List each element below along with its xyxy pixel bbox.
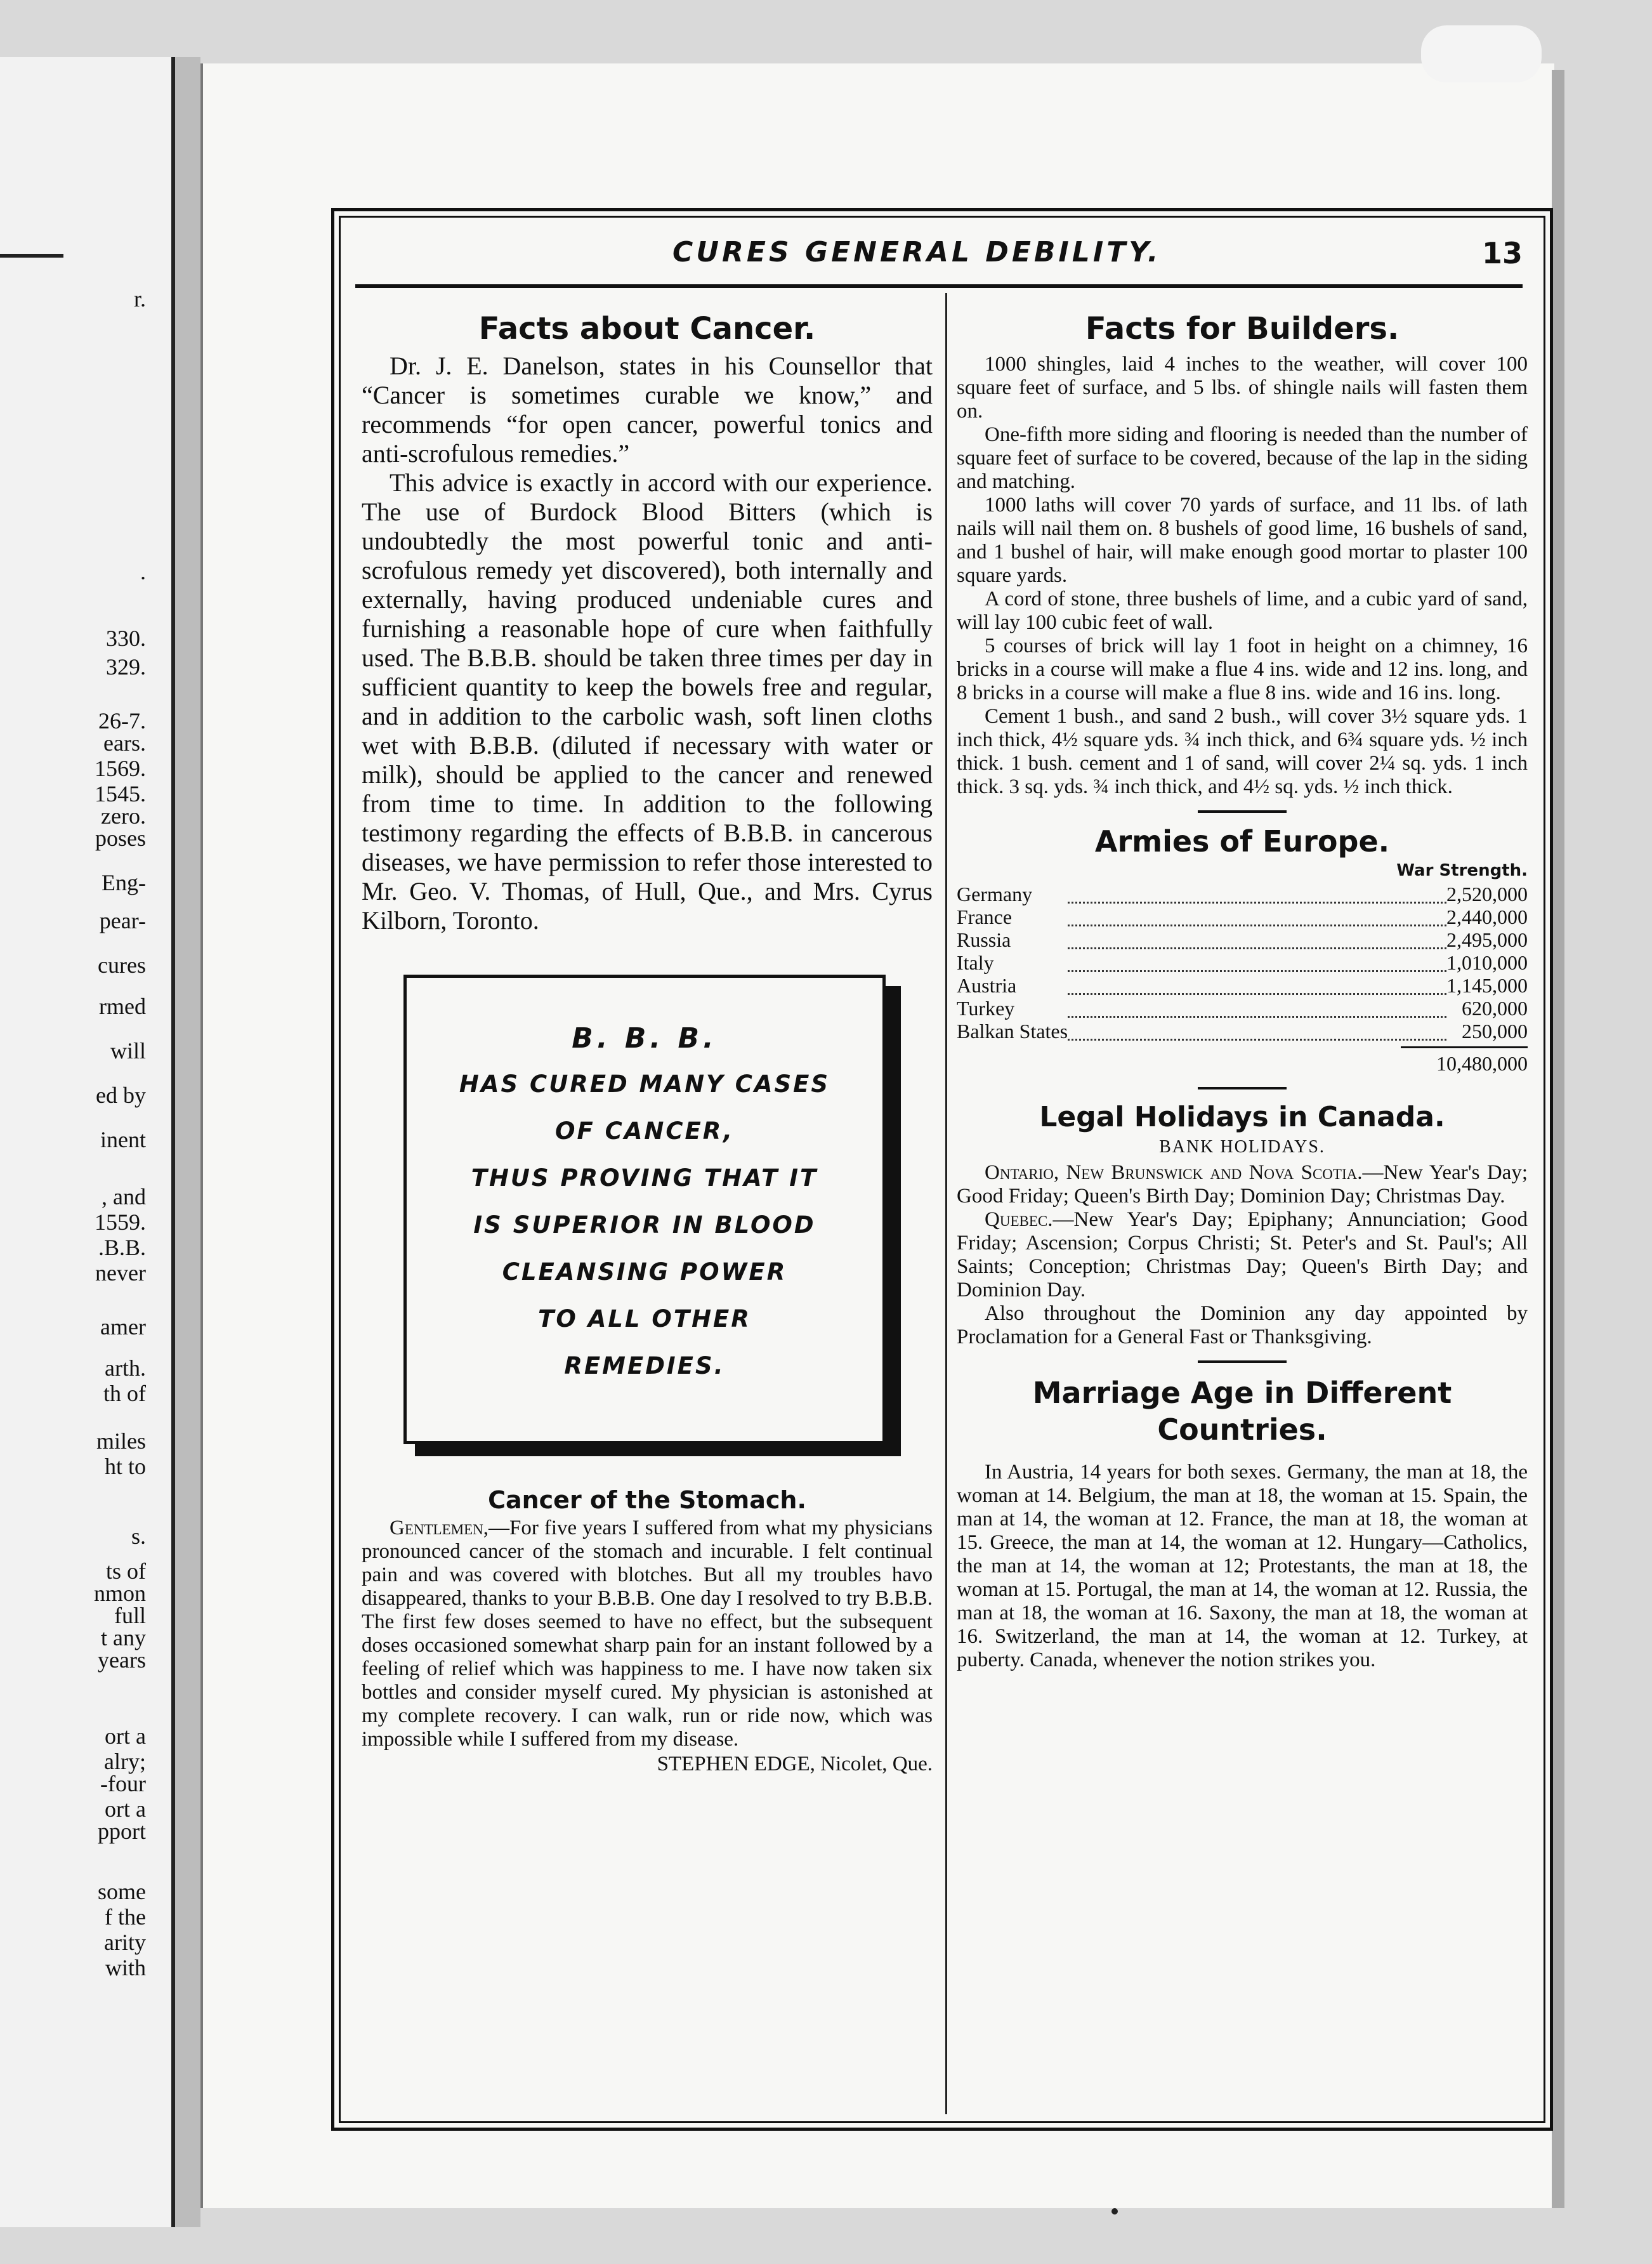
facing-page-text-fragment: ed by — [96, 1083, 146, 1108]
advert-line: REMEDIES. — [564, 1352, 725, 1379]
armies-row — [957, 928, 1528, 951]
facing-page-text-fragment: 329. — [106, 654, 146, 680]
builders-paragraph: 1000 laths will cover 70 yards of surface, and 11 lbs. of lath nails will nail them on. 8 bushels of good lime, 16 bushels of sand, and 1 bushel of hair, will make enough good mortar to plaster 100 square yards. — [957, 494, 1528, 587]
ontario-label: Ontario, New Brunswick and Nova Scotia. — [985, 1161, 1363, 1184]
facing-page-text-fragment: ort a — [105, 1796, 146, 1822]
facing-page-text-fragment: th of — [103, 1381, 146, 1406]
quebec-label: Quebec. — [985, 1208, 1053, 1231]
armies-country: Balkan States — [957, 1020, 1068, 1043]
facing-page-text-fragment: miles — [96, 1428, 146, 1454]
armies-heading: Armies of Europe. — [1094, 824, 1390, 859]
facing-page-text-fragment: inent — [100, 1127, 146, 1152]
builders-paragraph: One-fifth more siding and flooring is needed than the number of square feet of surface to be covered, because of the lap in the siding and matching. — [957, 423, 1528, 493]
builders-paragraph: A cord of stone, three bushels of lime, and a cubic yard of sand, will lay 100 cubic feet of wall. — [957, 588, 1528, 634]
advert-line: CLEANSING POWER — [502, 1258, 787, 1286]
facing-page-text-fragment: alry; — [104, 1749, 146, 1774]
advert-line: IS SUPERIOR IN BLOOD — [473, 1211, 816, 1239]
builders-paragraph: 5 courses of brick will lay 1 foot in height on a chimney, 16 bricks in a course will make a flue 4 ins. wide and 12 ins. long, and 8 bricks in a course will make a flue 8 ins. wide and 16 ins. long. — [957, 635, 1528, 704]
stomach-signature: STEPHEN EDGE, Nicolet, Que. — [657, 1753, 933, 1775]
section-rule — [1198, 810, 1287, 813]
armies-row — [957, 951, 1528, 974]
facing-page-rule — [0, 254, 63, 258]
paper-damage — [1421, 25, 1542, 82]
armies-strength: 2,440,000 — [1446, 905, 1528, 928]
header-rule — [355, 284, 1523, 288]
marriage-text: In Austria, 14 years for both sexes. Germany, the man at 18, the woman at 14. Belgium, the man at 18, the woman at 15. Spain, the man at 14, the woman at 12. France, the man at 18, the woman at 15. Greece, the man at 14, the woman at 12. Hungary—Catholics, the man at 14, the woman at 12; Protestants, the man at 18, the woman at 15. Portugal, the man at 14, the woman at 12. Russia, the man at 18, the woman at 16. Saxony, the man at 18, the woman at 16. Switzerland, the man at 14, the woman at 12. Turkey, at puberty. Canada, whenever the notion strikes you. — [957, 1461, 1528, 1671]
advert-line: HAS CURED MANY CASES — [459, 1070, 830, 1098]
holidays-subheading: BANK HOLIDAYS. — [1159, 1137, 1325, 1157]
armies-country: France — [957, 905, 1013, 928]
stomach-heading: Cancer of the Stomach. — [488, 1486, 806, 1514]
facing-page-text-fragment: ts of — [106, 1558, 146, 1584]
cancer-heading: Facts about Cancer. — [478, 311, 816, 346]
advert-line: OF CANCER, — [554, 1117, 735, 1145]
armies-country: Russia — [957, 928, 1011, 951]
facing-page-text-fragment: -four — [100, 1771, 146, 1796]
leader-dots — [1068, 883, 1446, 905]
armies-country: Turkey — [957, 997, 1015, 1020]
facing-page-text-fragment: amer — [100, 1314, 146, 1339]
facing-page-text-fragment: s. — [131, 1524, 146, 1549]
stomach-body: —For five years I suffered from what my physicians pronounced cancer of the stomach and incurable. I felt continual pain and was covered with blotches. But all my troubles havo disappeared, thanks to your B.B.B. One day I resolved to try B.B.B. The first few doses seemed to have no effect, but the subsequent doses occasioned somewhat sharp pain for an instant followed by a feeling of relief which was happiness to me. I have now taken six bottles and consider myself cured. My physician is astonished at my complete recovery. I can walk, run or ride now, which was impossible while I suffered from my disease. — [362, 1517, 933, 1751]
section-rule — [1198, 1360, 1287, 1363]
advert-box — [403, 975, 886, 1444]
right-column — [957, 298, 1528, 1672]
stomach-salutation: Gentlemen, — [390, 1517, 488, 1539]
bbb-advert — [403, 975, 911, 1470]
facing-page-text-fragment: years — [98, 1647, 146, 1673]
facing-page-text-fragment: cures — [98, 952, 146, 978]
facing-page-text-fragment: .B.B. — [98, 1235, 146, 1260]
armies-strength: 250,000 — [1462, 1020, 1528, 1043]
facing-page-text-fragment: full — [114, 1603, 146, 1628]
facing-page-text-fragment: ort a — [105, 1723, 146, 1749]
holidays-quebec — [957, 1208, 1528, 1302]
facing-page-text-fragment: rmed — [99, 994, 146, 1019]
armies-country: Italy — [957, 951, 994, 974]
armies-country: Austria — [957, 974, 1017, 997]
facing-page-text-fragment: 1569. — [95, 756, 146, 781]
facing-page-fragment — [0, 57, 175, 2227]
ontario-text: —New Year's Day; Good Friday; Queen's Birth Day; Dominion Day; Christmas Day. — [957, 1161, 1528, 1208]
leader-dots — [1068, 905, 1446, 928]
armies-row — [957, 1020, 1528, 1043]
armies-row — [957, 905, 1528, 928]
column-divider — [945, 293, 947, 2114]
page-edge — [1552, 70, 1564, 2208]
holidays-heading: Legal Holidays in Canada. — [1039, 1101, 1445, 1133]
advert-shadow-right — [886, 986, 901, 1456]
facing-page-text-fragment: r. — [133, 286, 146, 312]
leader-dots — [1068, 1020, 1446, 1043]
facing-page-text-fragment: arity — [104, 1930, 146, 1955]
holidays-also: Also throughout the Dominion any day appointed by Proclamation for a General Fast or Thanksgiving. — [957, 1302, 1528, 1348]
facing-page-text-fragment: pear- — [99, 908, 146, 933]
armies-row — [957, 883, 1528, 905]
facing-page-text-fragment: , and — [102, 1184, 146, 1209]
armies-total: 10,480,000 — [1436, 1052, 1528, 1075]
leader-dots — [1068, 997, 1446, 1020]
facing-page-text-fragment: 1545. — [95, 781, 146, 806]
armies-strength: 620,000 — [1462, 997, 1528, 1020]
armies-strength: 1,010,000 — [1446, 951, 1528, 974]
facing-page-text-fragment: t any — [101, 1625, 146, 1650]
builders-paragraph: 1000 shingles, laid 4 inches to the weather, will cover 100 square feet of surface, and 5 lbs. of shingle nails will fasten them on. — [957, 353, 1528, 423]
armies-strength: 2,495,000 — [1446, 928, 1528, 951]
facing-page-text-fragment: pport — [98, 1819, 146, 1844]
leader-dots — [1068, 974, 1446, 997]
stomach-testimony — [362, 1517, 933, 1751]
facing-page-text-fragment: nmon — [93, 1581, 146, 1606]
facing-page-text-fragment: 330. — [106, 626, 146, 651]
quebec-text: —New Year's Day; Epiphany; Annunciation; Good Friday; Ascension; Corpus Christi; St. Peter's and St. Paul's; All Saints; Conception; Christmas Day; Queen's Birth Day; and Dominion Day. — [957, 1208, 1528, 1301]
facing-page-text-fragment: ears. — [103, 730, 146, 756]
marriage-heading: Marriage Age in Different Countries. — [1032, 1376, 1452, 1447]
armies-table — [957, 883, 1528, 1043]
armies-row — [957, 997, 1528, 1020]
printer-dot — [1111, 2208, 1118, 2215]
section-rule — [1198, 1087, 1287, 1089]
facing-page-text-fragment: 1559. — [95, 1209, 146, 1235]
cancer-para-2: This advice is exactly in accord with our experience. The use of Burdock Blood Bitters (which is undoubtedly the most powerful tonic and anti-scrofulous remedy yet discovered), both internally and externally, having produced undeniable cures and furnishing a reasonable hope of cure when faithfully used. The B.B.B. should be taken three times per day in sufficient quantity to keep the bowels free and regular, and in addition to the carbolic wash, soft linen cloths wet with B.B.B. (diluted if necessary with water or milk), should be applied to the cancer and renewed from time to time. In addition to the following testimony regarding the effects of B.B.B. in cancerous diseases, we have permission to refer those interested to Mr. Geo. V. Thomas, of Hull, Que., and Mrs. Cyrus Kilborn, Toronto. — [362, 468, 933, 935]
leader-dots — [1068, 951, 1446, 974]
advert-line: THUS PROVING THAT IT — [471, 1164, 818, 1192]
facing-page-text-fragment: 26-7. — [98, 708, 146, 734]
armies-country: Germany — [957, 883, 1033, 905]
facing-page-text-fragment: ht to — [104, 1454, 146, 1479]
facing-page-text-fragment: with — [105, 1955, 146, 1980]
total-rule — [1401, 1046, 1528, 1048]
facing-page-text-fragment: arth. — [105, 1355, 146, 1381]
holidays-ontario — [957, 1161, 1528, 1208]
left-column — [362, 298, 933, 1777]
advert-line: TO ALL OTHER — [538, 1305, 751, 1333]
running-head-title: CURES GENERAL DEBILITY. — [672, 236, 1162, 268]
facing-page-text-fragment: Eng- — [102, 870, 146, 895]
armies-strength: 2,520,000 — [1446, 883, 1528, 905]
page-number: 13 — [1481, 236, 1523, 270]
cancer-para-1: Dr. J. E. Danelson, states in his Counsellor that “Cancer is sometimes curable we know,” and recommends “for open cancer, powerful tonics and anti-scrofulous remedies.” — [362, 352, 933, 468]
page-gutter — [175, 57, 200, 2227]
leader-dots — [1068, 928, 1446, 951]
builders-paragraph: Cement 1 bush., and sand 2 bush., will cover 3½ square yds. 1 inch thick, 4½ square yds. ¾ inch thick, and 6¾ square yds. ½ inch thick. 1 bush. cement and 1 of sand, will cover 2¼ sq. yds. 1 inch thick. 3 sq. yds. ¾ inch thick, and 4½ sq. yds. ½ inch thick. — [957, 705, 1528, 798]
armies-row — [957, 974, 1528, 997]
armies-strength: 1,145,000 — [1446, 974, 1528, 997]
facing-page-text-fragment: will — [110, 1038, 146, 1063]
facing-page-text-fragment: never — [95, 1260, 146, 1286]
advert-title: B. B. B. — [572, 1022, 718, 1055]
facing-page-text-fragment: zero. — [101, 803, 146, 829]
facing-page-text-fragment: some — [98, 1879, 146, 1904]
armies-column-header: War Strength. — [1396, 861, 1528, 880]
facing-page-text-fragment: f the — [105, 1904, 146, 1930]
builders-heading: Facts for Builders. — [1085, 311, 1400, 346]
facing-page-text-fragment: . — [140, 559, 146, 584]
facing-page-text-fragment: poses — [95, 826, 146, 851]
running-head — [355, 236, 1523, 274]
